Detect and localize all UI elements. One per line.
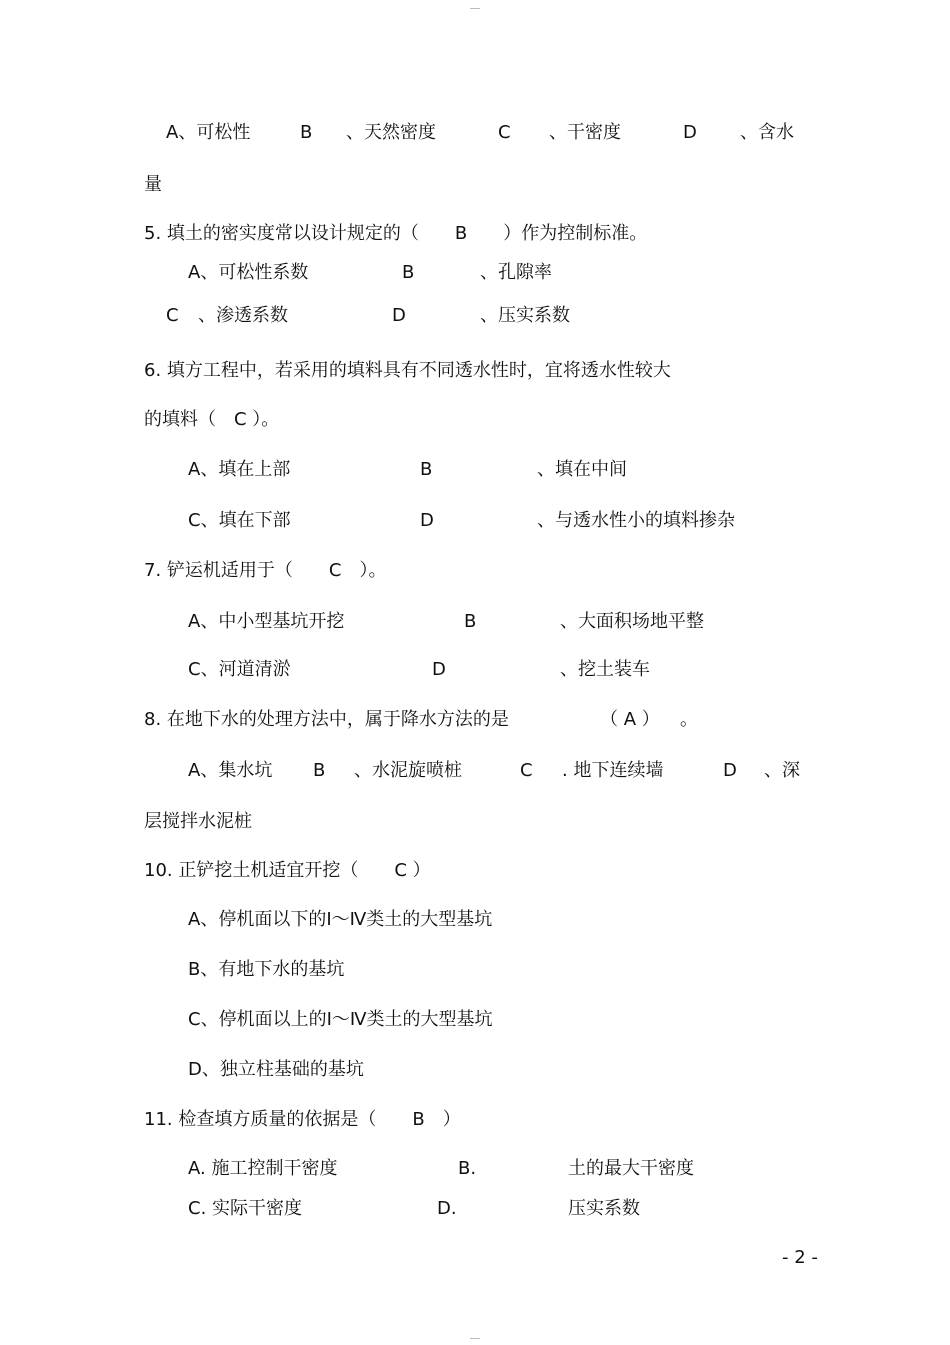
q7-option-a: A、中小型基坑开挖: [188, 611, 345, 632]
q6-option-c: C、填在下部: [188, 510, 291, 531]
q6-option-b-text: 、填在中间: [537, 459, 627, 480]
q11-stem: 11. 检查填方质量的依据是（ B ）: [144, 1109, 461, 1130]
q8-stem: 8. 在地下水的处理方法中，属于降水方法的是: [144, 709, 509, 730]
q7-option-b-letter: B: [464, 611, 477, 632]
q8-answer: （ A ）: [600, 709, 660, 730]
q4-option-c-text: 、干密度: [549, 122, 621, 143]
q6-option-d-text: 、与透水性小的填料掺杂: [537, 510, 735, 531]
q10-option-c: C、停机面以上的Ⅰ～Ⅳ类土的大型基坑: [188, 1009, 493, 1030]
q8-option-d-letter: D: [723, 760, 737, 781]
q11-option-b-text: 土的最大干密度: [568, 1158, 694, 1179]
q6-option-b-letter: B: [420, 459, 433, 480]
q6-stem-line2: 的填料（ C ）。: [144, 409, 280, 430]
q4-option-b-text: 、天然密度: [346, 122, 436, 143]
q7-stem: 7. 铲运机适用于（ C ）。: [144, 560, 387, 581]
q4-option-a: A、可松性: [166, 122, 251, 143]
page-number: - 2 -: [782, 1247, 818, 1268]
q5-option-b-text: 、孔隙率: [480, 262, 552, 283]
q8-option-a: A、集水坑: [188, 760, 273, 781]
q8-option-b-letter: B: [313, 760, 326, 781]
q4-option-c-letter: C: [498, 122, 511, 143]
q4-option-d-text: 、含水: [740, 122, 794, 143]
q7-option-c: C、河道清淤: [188, 659, 291, 680]
q10-option-d: D、独立柱基础的基坑: [188, 1059, 364, 1080]
q8-option-c-letter: C: [520, 760, 533, 781]
q11-option-a: A. 施工控制干密度: [188, 1158, 338, 1179]
q11-option-b-letter: B.: [458, 1158, 477, 1179]
q11-option-d-letter: D.: [437, 1198, 457, 1219]
q10-stem: 10. 正铲挖土机适宜开挖（ C ）: [144, 860, 431, 881]
q5-option-c-text: 、渗透系数: [198, 305, 288, 326]
q8-option-b-text: 、水泥旋喷桩: [354, 760, 462, 781]
top-divider-mark: [470, 8, 480, 9]
q8-stem-period: 。: [680, 709, 698, 730]
q10-option-a: A、停机面以下的Ⅰ～Ⅳ类土的大型基坑: [188, 909, 493, 930]
q5-option-d-text: 、压实系数: [480, 305, 570, 326]
q5-option-a: A、可松性系数: [188, 262, 309, 283]
q5-option-b-letter: B: [402, 262, 415, 283]
q10-option-b: B、有地下水的基坑: [188, 959, 345, 980]
q5-option-c-letter: C: [166, 305, 179, 326]
q7-option-d-letter: D: [432, 659, 446, 680]
bottom-divider-mark: [470, 1338, 480, 1339]
q4-option-d-letter: D: [683, 122, 697, 143]
q6-option-a: A、填在上部: [188, 459, 291, 480]
q5-option-d-letter: D: [392, 305, 406, 326]
q7-option-d-text: 、挖土装车: [560, 659, 650, 680]
q7-option-b-text: 、大面积场地平整: [560, 611, 704, 632]
q6-stem-line1: 6. 填方工程中，若采用的填料具有不同透水性时，宜将透水性较大: [144, 360, 671, 381]
q8-option-d-continuation: 层搅拌水泥桩: [144, 811, 252, 832]
q11-option-d-text: 压实系数: [568, 1198, 640, 1219]
q5-stem: 5. 填土的密实度常以设计规定的（ B ）作为控制标准。: [144, 223, 648, 244]
q6-option-d-letter: D: [420, 510, 434, 531]
q8-option-d-text: 、深: [764, 760, 800, 781]
q4-option-b-letter: B: [300, 122, 313, 143]
q4-option-d-continuation: 量: [144, 174, 162, 195]
q8-option-c-text: . 地下连续墙: [562, 760, 664, 781]
q11-option-c: C. 实际干密度: [188, 1198, 303, 1219]
